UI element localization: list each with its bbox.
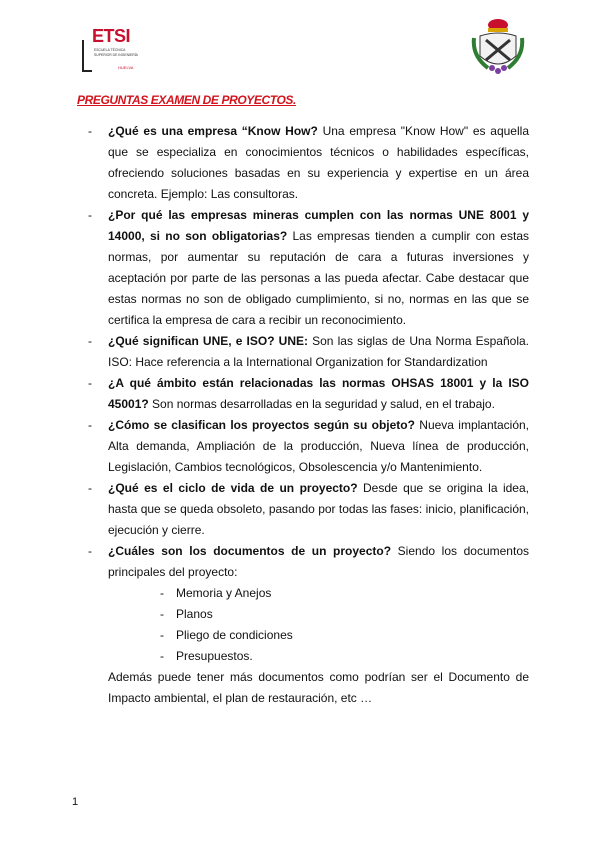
question-item [88,541,529,583]
etsi-logo-city: HUELVA [118,65,134,70]
answer-text: Son normas desarrolladas en la seguridad y salud, en el trabajo. [148,397,495,411]
etsi-logo-text: ETSI [92,26,131,46]
list-item [160,625,529,646]
list-dash: - [88,376,92,390]
list-item-text: Pliego de condiciones [176,628,293,642]
list-dash: - [88,334,92,348]
question-list [88,121,529,709]
list-item-text: Planos [176,607,213,621]
logo-bracket [82,40,92,72]
question-text: ¿Qué es una empresa “Know How? [108,124,318,138]
list-dash: - [160,649,164,663]
list-item [160,583,529,604]
answer-text: Siendo los documentos principales del proyecto: [108,544,529,579]
etsi-logo [82,26,144,72]
question-text: ¿Cuáles son los documentos de un proyecto? [108,544,392,558]
document-title: PREGUNTAS EXAMEN DE PROYECTOS. [77,93,296,107]
list-item-text: Presupuestos. [176,649,253,663]
answer-text: Nueva implantación, Alta demanda, Ampliación de la producción, Nueva línea de producción, Legislación, Cambios tecnológicos, Obsolescencia y/o Mantenimiento. [108,418,529,474]
question-text: ¿A qué ámbito están relacionadas las normas OHSAS 18001 y la ISO 45001? [108,376,529,411]
question-text: ¿Cómo se clasifican los proyectos según su objeto? [108,418,415,432]
list-dash: - [160,586,164,600]
question-text: ¿Qué es el ciclo de vida de un proyecto? [108,481,358,495]
list-dash: - [88,124,92,138]
list-dash: - [88,418,92,432]
question-item [88,205,529,331]
answer-text: Las empresas tienden a cumplir con estas normas, por aumentar su reputación de cara a futuras inversiones y aceptación por parte de las personas a las pueda afectar. Cabe destacar que estas normas no son de obligado cumplimiento, si no, normas en las que se certifica la empresa de cara a recibir un reconocimiento. [108,229,529,327]
answer-text: Una empresa "Know How" es aquella que se especializa en conocimientos técnicos o habilidades específicas, ofreciendo soluciones basadas en su experiencia y expertise en un área concreta. Ejemplo: Las consultoras. [108,124,529,201]
question-text: ¿Por qué las empresas mineras cumplen con las normas UNE 8001 y 14000, si no son obligatorias? [108,208,529,243]
answer-text: Son las siglas de Una Norma Española. ISO: Hace referencia a la International Organization for Standardization [108,334,529,369]
list-item [160,604,529,625]
question-item [88,121,529,205]
documents-list [88,583,529,667]
page-number: 1 [72,796,79,808]
list-item [160,646,529,667]
question-item [88,478,529,541]
list-dash: - [88,544,92,558]
question-item [88,331,529,373]
list-item-text: Memoria y Anejos [176,586,272,600]
extra-paragraph: Además puede tener más documentos como podrían ser el Documento de Impacto ambiental, el plan de restauración, etc … [108,670,529,705]
question-item [88,415,529,478]
answer-text: Desde que se origina la idea, hasta que se queda obsoleto, pasando por todas las fases: inicio, planificación, ejecución y cierre. [108,481,529,537]
list-dash: - [160,607,164,621]
etsi-logo-subtitle: ESCUELA TÉCNICA SUPERIOR DE INGENIERÍA [94,48,138,57]
mining-crest-icon [470,16,526,76]
question-item [88,373,529,415]
question-text: ¿Qué significan UNE, e ISO? UNE: [108,334,308,348]
list-dash: - [160,628,164,642]
list-dash: - [88,208,92,222]
list-dash: - [88,481,92,495]
